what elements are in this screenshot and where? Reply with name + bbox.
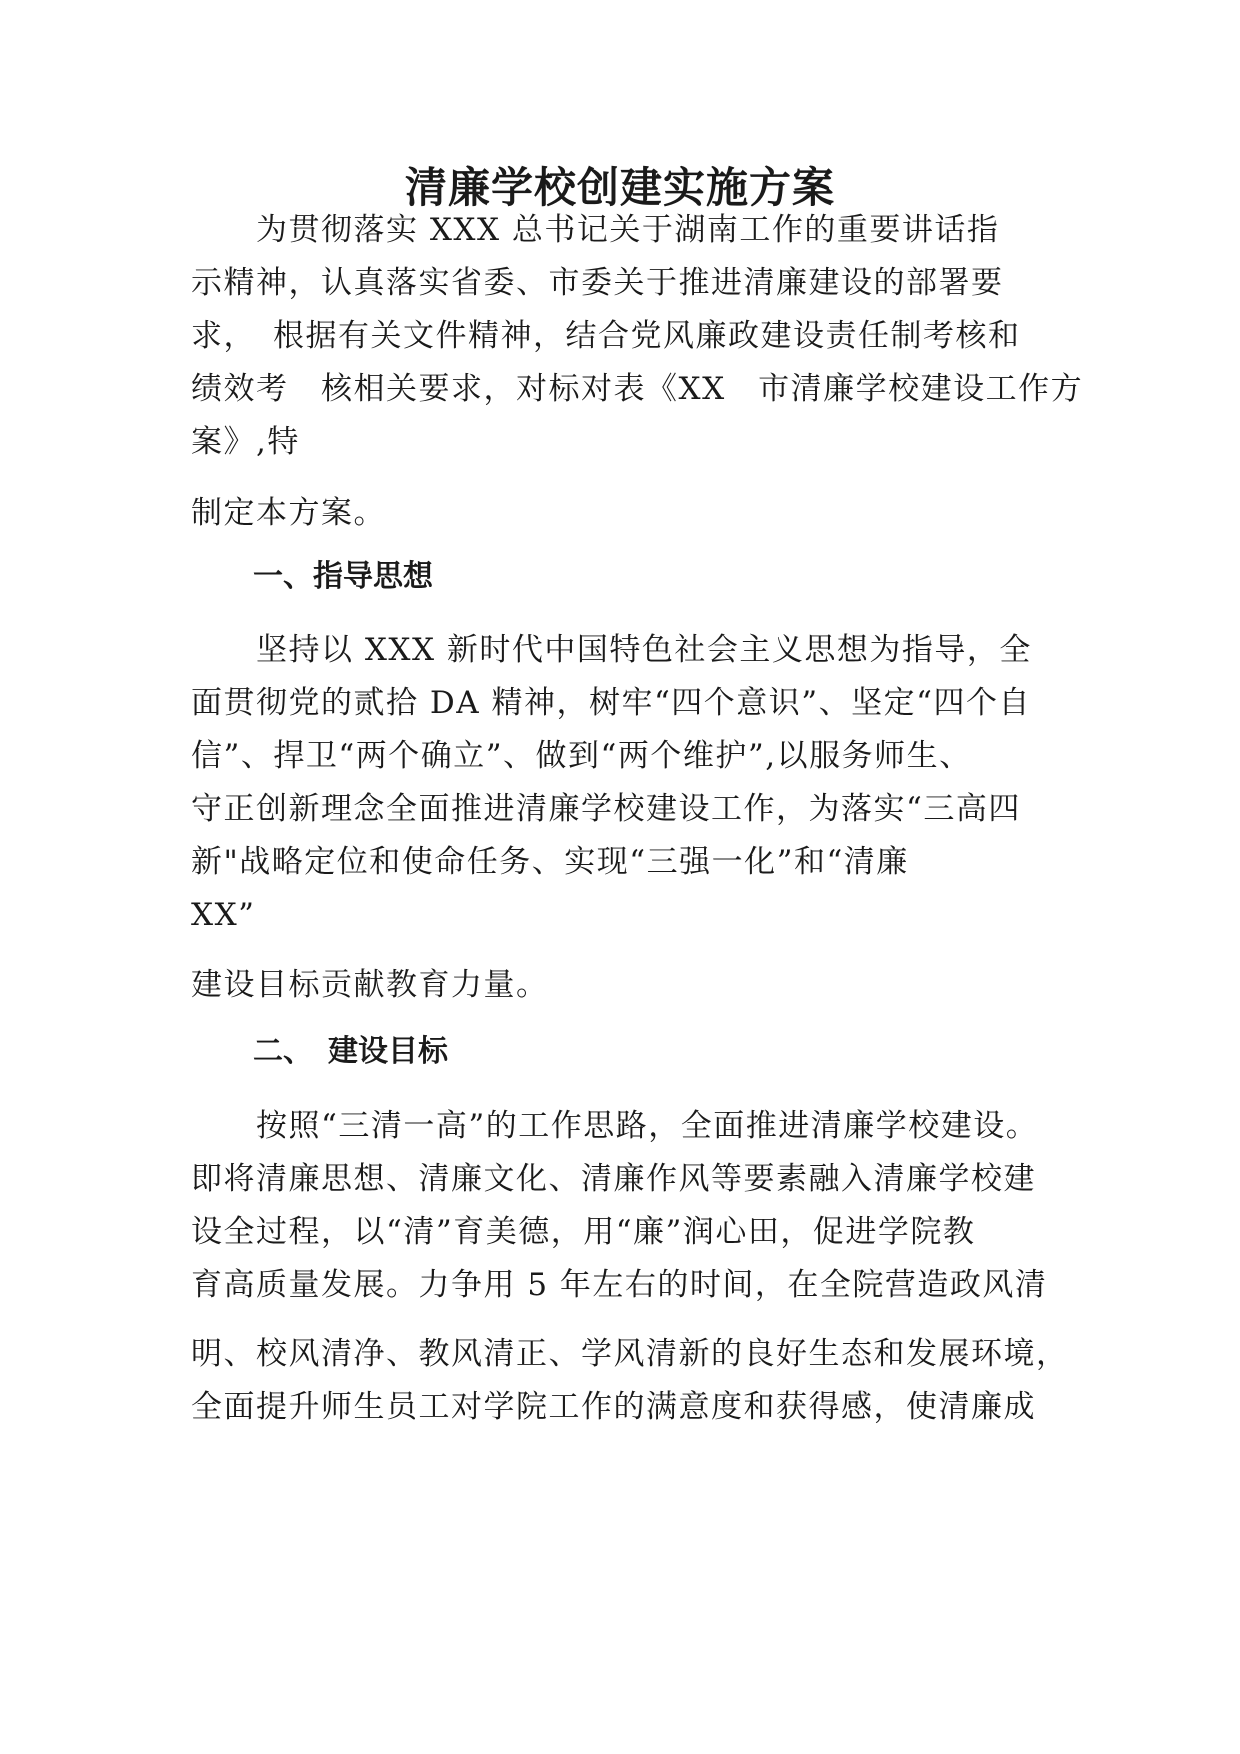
intro-line-6: 制定本方案。 [191,495,386,531]
section-1-line-7: 建设目标贡献教育力量。 [191,967,549,1003]
intro-line-3: 求， 根据有关文件精神，结合党风廉政建设责任制考核和 [191,318,1021,354]
section-1-line-6: XX” [191,897,256,933]
section-2-line-2: 即将清廉思想、清廉文化、清廉作风等要素融入清廉学校建 [191,1161,1036,1197]
section-1-line-5: 新"战略定位和使命任务、实现“三强一化”和“清廉 [191,844,909,880]
section-2-heading: 二、 建设目标 [253,1034,448,1069]
intro-line-5: 案》,特 [191,424,300,460]
section-1-line-4: 守正创新理念全面推进清廉学校建设工作，为落实“三高四 [191,791,1021,827]
section-2-line-1: 按照“三清一高”的工作思路，全面推进清廉学校建设。 [191,1108,1039,1144]
section-1-line-3: 信”、捍卫“两个确立”、做到“两个维护”,以服务师生、 [191,738,972,774]
section-2-line-5: 明、校风清净、教风清正、学风清新的良好生态和发展环境， [191,1336,1069,1372]
section-1-line-2: 面贯彻党的贰拾 DA 精神，树牢“四个意识”、坚定“四个自 [191,685,1031,721]
intro-line-2: 示精神，认真落实省委、市委关于推进清廉建设的部署要 [191,265,1004,301]
document-title: 清廉学校创建实施方案 [404,163,835,212]
intro-line-1: 为贯彻落实 XXX 总书记关于湖南工作的重要讲话指 [191,212,1000,248]
section-2-line-3: 设全过程，以“清”育美德，用“廉”润心田，促进学院教 [191,1214,976,1250]
section-2-line-4: 育高质量发展。力争用 5 年左右的时间，在全院营造政风清 [191,1267,1048,1303]
section-1-heading: 一、指导思想 [253,559,433,594]
section-1-line-1: 坚持以 XXX 新时代中国特色社会主义思想为指导，全 [191,632,1032,668]
section-2-line-6: 全面提升师生员工对学院工作的满意度和获得感，使清廉成 [191,1389,1036,1425]
intro-line-4: 绩效考 核相关要求，对标对表《XX 市清廉学校建设工作方 [191,371,1084,407]
